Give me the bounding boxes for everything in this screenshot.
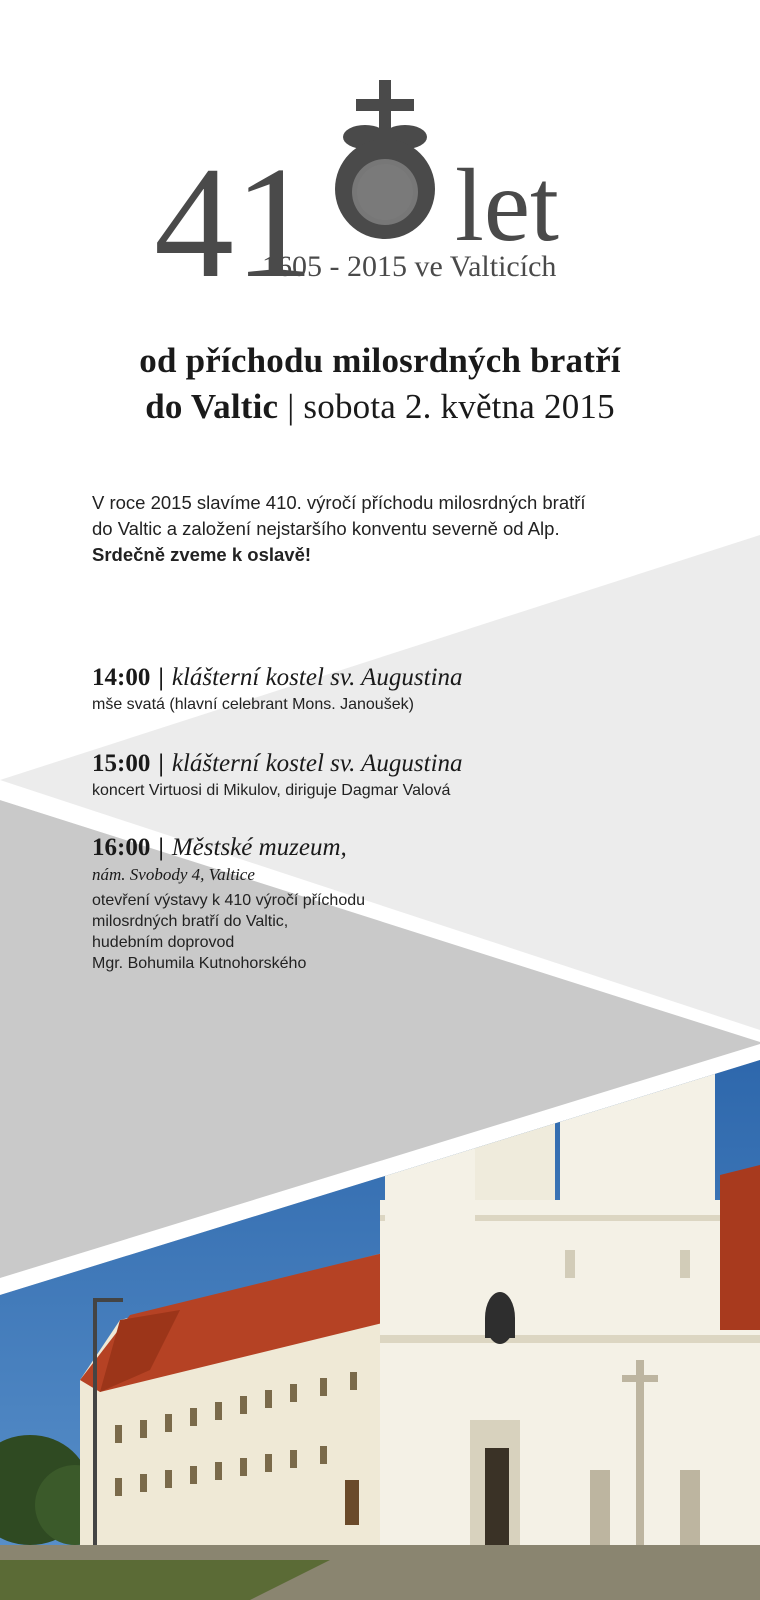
anniversary-logo: [0, 0, 760, 300]
headline: [0, 338, 760, 430]
cross-orb-icon: [335, 80, 435, 239]
logo-word: let: [455, 148, 559, 263]
headline-line2: do Valtic | sobota 2. května 2015: [145, 387, 615, 426]
event-1: 14:00 | klášterní kostel sv. Augustina mše svatá (hlavní celebrant Mons. Janoušek): [92, 664, 463, 713]
intro-text: V roce 2015 slavíme 410. výročí příchodu milosrdných bratří do Valtic a založení nejstaršího konventu severně od Alp. Srdečně zveme k oslavě!: [92, 492, 586, 565]
headline-line1: od příchodu milosrdných bratří: [139, 341, 621, 380]
event-2: 15:00 | klášterní kostel sv. Augustina koncert Virtuosi di Mikulov, diriguje Dagmar Valová: [92, 750, 463, 799]
logo-number: 41: [154, 133, 314, 300]
event-3: 16:00 | Městské muzeum, nám. Svobody 4, Valtice otevření výstavy k 410 výročí příchodu milosrdných bratří do Valtic, hudebním doprovod Mgr. Bohumila Kutnohorského: [92, 834, 366, 972]
logo-years: 1605 - 2015 ve Valticích: [262, 250, 557, 283]
